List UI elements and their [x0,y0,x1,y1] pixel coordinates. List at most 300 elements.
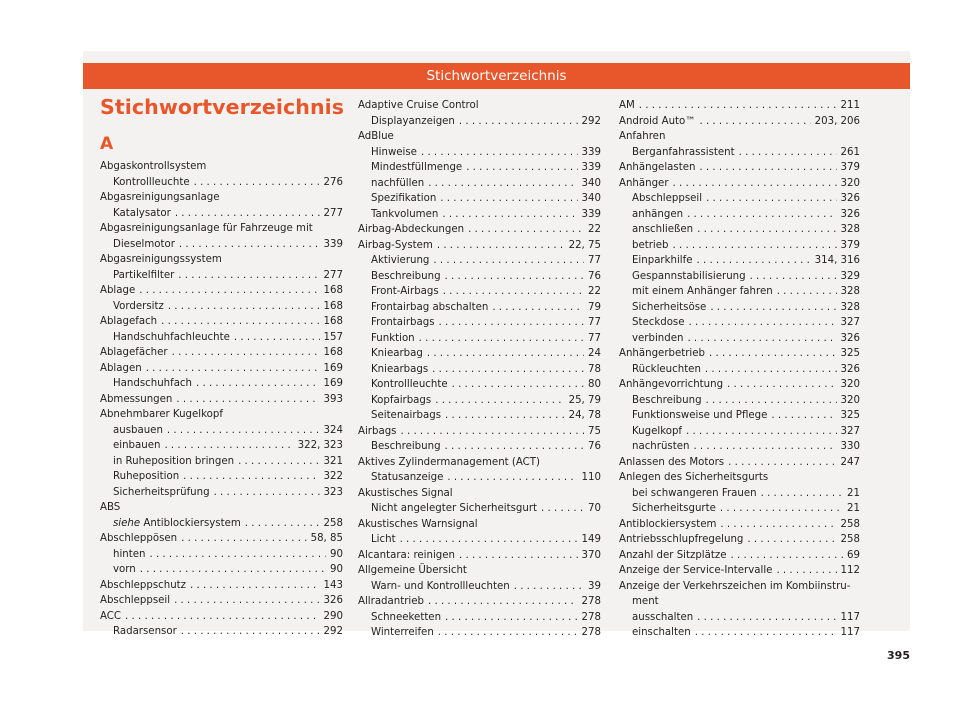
dot-leader [161,314,319,330]
index-entry [100,268,343,284]
index-entry [100,159,343,175]
index-entry-label: Seitenairbags [371,410,442,421]
index-entry-page: 22, 75 [568,239,601,251]
dot-leader [728,455,836,471]
index-entry-page: 327 [840,317,860,328]
dot-leader [437,238,565,254]
index-entry-label: Anlegen des Sicherheitsgurts [619,472,769,483]
dot-leader [709,346,837,362]
index-entry-page: 326 [840,208,860,220]
index-entry [619,408,860,424]
index-entry-label: Abmessungen [100,393,173,405]
index-entry [619,284,860,300]
dot-leader [445,408,565,424]
dot-leader [175,206,320,222]
dot-leader [447,470,577,486]
dot-leader [421,145,578,161]
index-entry-label: Frontairbag abschalten [371,301,489,313]
dot-leader [705,362,837,378]
dot-leader [695,625,837,641]
index-entry [100,423,343,439]
index-entry-page: 77 [588,332,601,344]
index-entry-page: 117 [840,627,860,638]
index-entry-label: Beschreibung [632,394,702,406]
index-entry [100,438,343,454]
index-entry [358,362,601,378]
dot-leader [146,361,320,377]
index-entry-label: anhängen [632,208,684,220]
index-entry [358,145,601,161]
index-entry-page: 340 [581,177,601,189]
index-entry-label: Ablagen [100,362,142,374]
index-entry-page: 78 [588,363,601,375]
dot-leader [214,485,320,501]
index-entry-page: 80 [588,379,601,390]
index-entry-label: Displayanzeigen [371,115,455,127]
index-entry [358,548,601,564]
index-entry-label: Licht [371,534,396,545]
page-number: 395 [887,649,910,662]
dot-leader [443,284,584,300]
index-entry-page: 117 [840,611,860,623]
dot-leader [428,176,577,192]
dot-leader [428,594,578,610]
index-entry-page: 323 [323,486,343,498]
dot-leader [176,392,319,408]
index-entry-page: 76 [588,441,601,452]
index-entry [619,548,860,564]
dot-leader [179,237,320,253]
dot-leader [687,331,836,347]
index-entry-page: 326 [323,595,343,606]
dot-leader [149,547,326,563]
dot-leader [673,176,837,192]
index-entry [358,439,601,455]
index-entry-label: Kniearbag [371,348,423,359]
index-entry-label: ment [632,596,659,607]
dot-leader [720,517,836,533]
index-entry-page: 21 [847,503,860,514]
index-entry-page: 324 [323,424,343,436]
index-entry-page: 379 [840,162,860,173]
index-entry-label: Kontrollleuchte [113,176,190,188]
index-entry [619,300,860,316]
index-entry [358,579,601,595]
index-entry [358,408,601,424]
index-entry [358,207,601,223]
dot-leader [196,376,320,392]
index-entry-page: 326 [840,193,860,204]
index-entry-label: in Ruheposition bringen [113,455,235,467]
index-entry-page: 328 [840,286,860,297]
header-bar [83,63,910,89]
index-entry [358,300,601,316]
index-entry [358,114,601,130]
index-entry [100,407,343,423]
index-entry-page: 69 [847,549,860,561]
header-title: Stichwortverzeichnis [426,68,567,84]
dot-leader [238,454,319,470]
index-entry [358,455,601,471]
index-entry [619,393,860,409]
index-entry [358,625,601,641]
index-entry [100,593,343,609]
index-entry [358,160,601,176]
index-entry [619,377,860,393]
dot-leader [686,424,837,440]
index-entry-page: 169 [323,378,343,389]
index-entry-label: Abschleppösen [100,533,178,544]
dot-leader [442,207,577,223]
index-entry [100,485,343,501]
dot-leader [750,269,837,285]
dot-leader [699,160,836,176]
dot-leader [174,593,319,609]
dot-leader [432,362,584,378]
dot-leader [492,300,584,316]
index-entry-page: 75 [588,425,601,437]
index-entry-page: 327 [840,425,860,437]
index-entry-label: Sicherheitsöse [632,301,707,313]
dot-leader [727,377,837,393]
index-entry [358,253,601,269]
dot-leader [400,532,578,548]
index-entry [358,238,601,254]
index-entry [358,346,601,362]
index-entry [358,610,601,626]
index-entry [619,98,860,114]
index-entry-page: 322 [323,471,343,482]
index-entry [619,362,860,378]
index-entry [619,129,860,145]
dot-leader [761,486,843,502]
dot-leader [445,439,584,455]
dot-leader [181,624,320,640]
index-entry [100,206,343,222]
index-entry-label: Airbag-Abdeckungen [358,224,465,235]
index-entry-page: 79 [588,301,601,313]
index-entry-page: 22 [588,224,601,235]
index-entry-label: vorn [113,564,136,575]
index-entry-label: Antriebsschlupfregelung [619,534,744,545]
index-entry-label: Tankvolumen [371,208,439,220]
index-entry [619,501,860,517]
index-entry [100,283,343,299]
index-entry [619,455,860,471]
index-entry-label: Ablage [100,285,136,296]
index-entry-label: Aktivierung [371,255,430,266]
index-entry [100,562,343,578]
index-entry-label: mit einem Anhänger fahren [632,286,773,297]
index-entry [619,486,860,502]
index-entry-page: 110 [581,472,601,483]
dot-leader [234,330,320,346]
dot-leader [178,268,319,284]
index-entry [100,221,343,237]
index-entry-label: Anlassen des Motors [619,456,725,468]
index-entry-page: 24, 78 [568,410,601,421]
index-entry-label: Radarsensor [113,626,177,637]
dot-leader [440,191,577,207]
index-entry-label: Kniearbags [371,363,429,375]
index-entry-label: verbinden [632,332,684,344]
index-entry-label: Adaptive Cruise Control [358,100,479,111]
dot-leader [514,579,584,595]
index-entry [100,392,343,408]
dot-leader [245,516,320,532]
index-entry [358,331,601,347]
index-entry [619,315,860,331]
index-entry [619,439,860,455]
index-entry-label: AM [619,100,635,111]
index-entry [619,176,860,192]
index-entry [619,191,860,207]
index-entry-label: Mindestfüllmenge [371,162,463,173]
dot-leader [439,315,585,331]
index-entry-label: Schneeketten [371,611,442,623]
index-column-2 [358,98,601,641]
index-entry-label: ABS [100,502,121,513]
index-entry-label: ausschalten [632,611,694,623]
index-entry [100,454,343,470]
see-reference-target: Antiblockiersystem [140,517,241,529]
index-entry-label: ausbauen [113,424,163,436]
index-entry-page: 58, 85 [310,533,343,544]
index-entry-label: Android Auto™ [619,115,696,127]
index-entry [358,563,601,579]
index-entry-page: 276 [323,176,343,188]
index-entry-label: Front-Airbags [371,286,439,297]
dot-leader [697,222,836,238]
index-entry-label: Allradantrieb [358,596,424,607]
index-entry-label: AdBlue [358,131,394,142]
index-entry-page: 330 [840,441,860,452]
index-entry-page: 168 [323,316,343,327]
index-entry [619,594,860,610]
index-entry-page: 325 [840,348,860,359]
index-entry-label: Einparkhilfe [632,255,693,266]
index-entry [100,376,343,392]
index-entry [100,175,343,191]
index-entry-label: Steckdose [632,317,685,328]
index-entry [619,222,860,238]
dot-leader [687,207,836,223]
index-entry-label: Aktives Zylindermanagement (ACT) [358,456,540,468]
index-entry-page: 258 [323,517,343,529]
index-entry [358,486,601,502]
index-column-1 [100,159,343,640]
dot-leader [181,531,306,547]
index-entry-label: Anzahl der Sitzplätze [619,549,727,561]
index-entry [619,145,860,161]
index-entry-label: einbauen [113,440,161,451]
dot-leader [433,253,584,269]
dot-leader [167,423,320,439]
dot-leader [168,299,320,315]
index-entry-label: Berganfahrassistent [632,146,735,158]
dot-leader [697,610,836,626]
index-entry [619,207,860,223]
index-entry-label: Abnehmbarer Kugelkopf [100,409,223,420]
index-entry [619,114,860,130]
index-entry-page: 112 [840,565,860,576]
index-entry-label: Handschuhfachleuchte [113,331,230,343]
index-entry-label: Abschleppseil [100,595,171,606]
index-entry [358,501,601,517]
index-entry [358,284,601,300]
dot-leader [438,625,578,641]
dot-leader [468,222,584,238]
index-entry-page: 339 [323,238,343,250]
dot-leader [139,283,319,299]
index-entry-label: Kopfairbags [371,394,432,406]
index-entry-label: betrieb [632,239,669,251]
index-entry [358,315,601,331]
dot-leader [777,284,837,300]
dot-leader [541,501,584,517]
index-entry [100,299,343,315]
dot-leader [720,501,843,517]
index-entry [358,129,601,145]
page-title: Stichwortverzeichnis [100,95,345,119]
dot-leader [427,346,584,362]
index-entry [358,393,601,409]
index-entry-page: 278 [581,611,601,623]
index-entry-page: 339 [581,162,601,173]
index-entry [100,547,343,563]
dot-leader [140,562,326,578]
index-entry [100,190,343,206]
index-entry-page: 320 [840,394,860,406]
index-entry-page: 326 [840,332,860,344]
index-entry-label: Ablagefach [100,316,158,327]
index-entry-label: Partikelfilter [113,269,175,281]
dot-leader [739,145,837,161]
index-entry-page: 168 [323,285,343,296]
index-entry-page: 277 [323,207,343,219]
index-entry-label: Funktionsweise und Pflege [632,410,768,421]
dot-leader [747,532,836,548]
index-entry-page: 77 [588,255,601,266]
index-entry-page: 157 [323,331,343,343]
index-entry-label: Winterreifen [371,627,434,638]
index-entry-page: 320 [840,379,860,390]
index-entry-label: Beschreibung [371,441,441,452]
index-entry-label: Alcantara: reinigen [358,549,455,561]
dot-leader [689,315,837,331]
index-entry [100,516,343,532]
index-entry [619,470,860,486]
index-entry-page: 203, 206 [814,115,860,127]
index-entry-page: 168 [323,300,343,312]
index-entry-page: 21 [847,487,860,499]
index-entry-page: 292 [323,626,343,637]
index-entry-label: Anfahren [619,131,666,142]
index-entry-label: Anzeige der Verkehrszeichen im Kombiinstru- [619,580,851,592]
index-entry-page: 22 [588,286,601,297]
index-entry-page: 143 [323,579,343,591]
index-entry [100,314,343,330]
index-entry-page: 247 [840,456,860,468]
index-entry [100,500,343,516]
index-entry-label: Akustisches Warnsignal [358,518,478,530]
index-entry-page: 328 [840,301,860,313]
index-entry-label: Funktion [371,332,415,344]
index-entry-label: Antiblockiersystem [619,518,717,530]
index-entry-label [113,516,241,532]
dot-leader [699,114,810,130]
index-entry-label: Abschleppseil [632,193,703,204]
dot-leader [435,393,564,409]
index-entry-label: Anhängelasten [619,162,696,173]
index-entry [358,191,601,207]
index-entry-page: 314, 316 [814,255,860,266]
index-entry [619,625,860,641]
index-entry-label: Sicherheitsgurte [632,503,716,514]
index-entry-page: 261 [840,146,860,158]
dot-leader [194,175,320,191]
index-column-3 [619,98,860,641]
index-entry [100,531,343,547]
index-entry-label: Airbag-System [358,239,433,251]
index-entry-page: 90 [330,564,343,575]
index-entry-page: 25, 79 [568,394,601,406]
index-entry-label: nachrüsten [632,441,690,452]
index-entry-label: Allgemeine Übersicht [358,565,467,576]
dot-leader [639,98,837,114]
index-entry-label: Abgasreinigungssystem [100,254,222,265]
index-entry-page: 258 [840,518,860,530]
dot-leader [706,191,836,207]
index-entry-page: 39 [588,580,601,592]
index-entry-page: 328 [840,224,860,235]
index-entry-page: 277 [323,269,343,281]
index-entry-page: 278 [581,627,601,638]
index-entry-label: Abschleppschutz [100,579,186,591]
index-entry-page: 339 [581,208,601,220]
index-entry-label: Vordersitz [113,300,164,312]
index-entry-label: Anhänger [619,177,669,189]
index-entry [619,610,860,626]
dot-leader [771,408,836,424]
index-entry-label: Abgasreinigungsanlage [100,192,220,203]
index-entry-label: Rückleuchten [632,363,701,375]
index-entry [100,330,343,346]
index-entry [100,345,343,361]
index-entry-label: Katalysator [113,207,171,219]
index-entry-page: 149 [581,534,601,545]
index-entry [619,517,860,533]
index-entry [100,361,343,377]
index-entry-page: 70 [588,503,601,514]
index-entry-label: Beschreibung [371,270,441,282]
index-entry-label: Frontairbags [371,317,435,328]
index-entry-page: 393 [323,393,343,405]
index-entry-label: Spezifikation [371,193,437,204]
index-entry-label: Handschuhfach [113,378,192,389]
index-entry-page: 211 [840,100,860,111]
index-entry [358,594,601,610]
index-entry-label: Abgasreinigungsanlage für Fahrzeuge mit [100,223,313,234]
index-entry-page: 24 [588,348,601,359]
index-page [83,51,910,638]
dot-leader [672,238,836,254]
index-entry [619,563,860,579]
dot-leader [459,548,578,564]
index-entry-label: ACC [100,610,122,622]
index-entry-label: Anzeige der Service-Intervalle [619,565,773,576]
index-entry-page: 278 [581,596,601,607]
